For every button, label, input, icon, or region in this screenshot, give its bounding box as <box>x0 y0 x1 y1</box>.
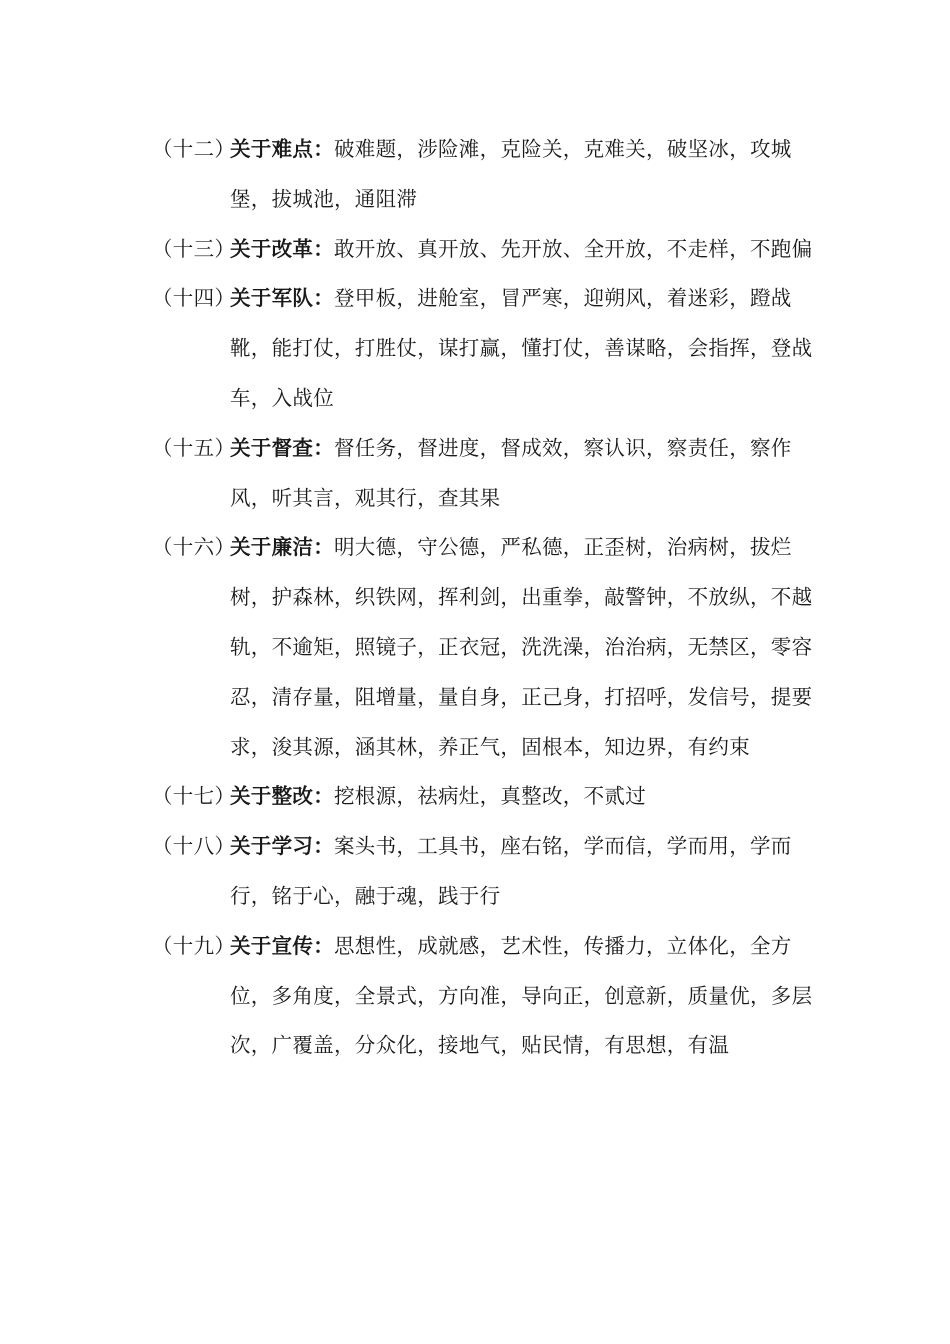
list-item <box>152 125 824 225</box>
item-text: 挖根源，祛病灶，真整改，不贰过 <box>334 784 646 809</box>
list-item <box>152 822 824 922</box>
list-item <box>152 274 824 423</box>
item-number: （十九） <box>152 933 236 958</box>
item-number: （十五） <box>152 435 236 460</box>
item-label: 关于整改： <box>230 784 334 809</box>
item-text: 破难题，涉险滩，克险关，克难关，破坚冰，攻城堡，拔城池，通阻滞 <box>230 137 792 211</box>
item-text: 明大德，守公德，严私德，正歪树，治病树，拔烂树，护森林，织铁网，挥利剑，出重拳，敲警钟，不放纵，不越轨，不逾矩，照镜子，正衣冠，洗洗澡，治治病，无禁区，零容忍，清存量，阻增量，量自身，正己身，打招呼，发信号，提要求，浚其源，涵其林，养正气，固根本，知边界，有约束 <box>230 535 813 759</box>
list-item <box>152 225 824 275</box>
item-text: 思想性，成就感，艺术性，传播力，立体化，全方位，多角度，全景式，方向准，导向正，创意新，质量优，多层次，广覆盖，分众化，接地气，贴民情，有思想，有温 <box>230 933 813 1058</box>
item-label: 关于军队： <box>230 286 334 311</box>
item-label: 关于学习： <box>230 834 334 859</box>
item-label: 关于改革： <box>230 236 334 261</box>
list-item <box>152 523 824 772</box>
item-label: 关于难点： <box>230 137 334 161</box>
item-text: 督任务，督进度，督成效，察认识，察责任，察作风，听其言，观其行，查其果 <box>230 435 792 510</box>
item-number: （十六） <box>152 535 236 560</box>
item-label: 关于督查： <box>230 435 334 460</box>
list-item <box>152 922 824 1071</box>
item-list <box>152 125 824 1071</box>
list-item <box>152 424 824 524</box>
item-text: 案头书，工具书，座右铭，学而信，学而用，学而行，铭于心，融于魂，践于行 <box>230 834 792 908</box>
list-item <box>152 772 824 822</box>
item-label: 关于宣传： <box>230 933 334 958</box>
item-number: （十三） <box>152 236 236 261</box>
item-number: （十二） <box>152 137 236 161</box>
item-label: 关于廉洁： <box>230 535 334 560</box>
item-text: 登甲板，进舱室，冒严寒，迎朔风，着迷彩，蹬战靴，能打仗，打胜仗，谋打赢，懂打仗，善谋略，会指挥，登战车，入战位 <box>230 286 813 410</box>
item-number: （十八） <box>152 834 236 859</box>
item-number: （十四） <box>152 286 236 311</box>
item-text: 敢开放、真开放、先开放、全开放，不走样，不跑偏 <box>334 236 813 261</box>
item-number: （十七） <box>152 784 236 809</box>
